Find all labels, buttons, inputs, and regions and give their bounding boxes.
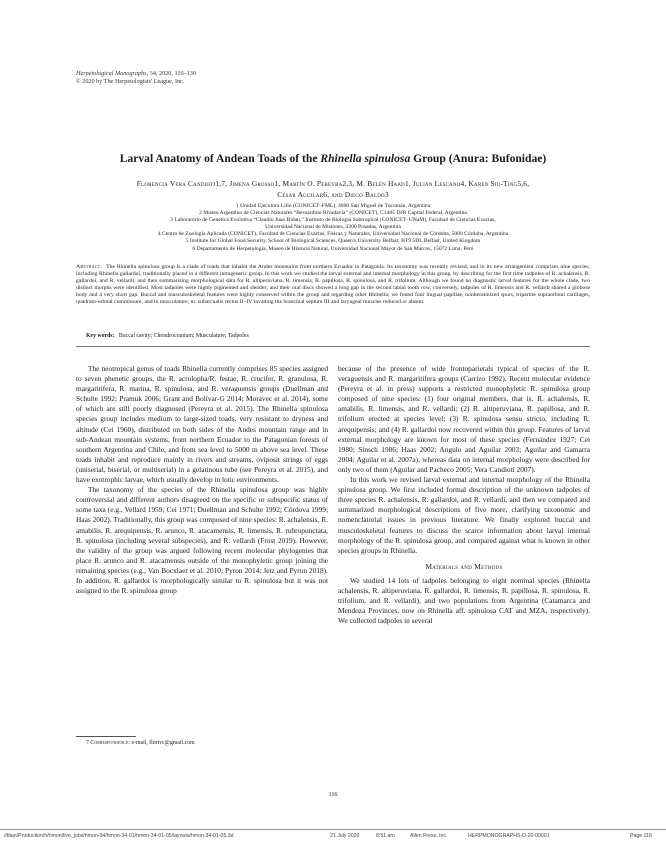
abstract bbox=[76, 264, 590, 306]
paragraph: The taxonomy of the species of the Rhinella spinulosa group was highly controversial and different authors disagreed on the specific or subspecific status of some taxa (e.g., Vellard 1959; Cei 1971; Duellman and Schulte 1992; Córdova 1999; Haas 2002). Traditionally, this group was composed of nine species: R. achalensis, R. amabilis, R. arequipensis, R. arunco, R. atacamensis, R. limensis, R. rubropunctata, R. spinulosa (including several subspecies), and R. vellardi (Frost 2019). However, the validity of the group was argued following recent molecular phylogenies that place R. arunco and R. atacamensis outside of the monophyletic group joining the remaining species (e.g., Van Bocxlaer et al. 2010; Pyron 2014; Jetz and Pyron 2018). In addition, R. gallardoi is morphologically similar to R. spinulosa but it was not assigned to the R. spinulosa group bbox=[76, 485, 328, 596]
author-line: César Aguilar6, and Diego Baldo3 bbox=[277, 190, 389, 199]
paragraph: because of the presence of wide frontoparietals typical of species of the R. veraguensis and R. margaritifera groups (Carrizo 1992). Recent molecular evidence (Pereyra et al. in press) supports a restricted monophyletic R. spinulosa group composed of nine species: (1) four original members, that is, R. achalensis, R. amabilis, R. limensis, and R. vellardi; (2) R. altiperuviana, R. papillosa, and R. trifolium erected at species level; (3) R. spinulosa sensu stricto, including R. arequipensis; and (4) R. gallardoi now recovered within this group. Features of larval external morphology are known for most of these species (Fernández 1927; Cei 1980; Sinsch 1986; Haas 2002; Angulo and Aguilar 2003; Aguilar and Gamarra 2004; Aguilar et al. 2007a), whereas data on internal morphology were described for only two of them (Aguilar and Pacheco 2005; Vera Candioti 2007). bbox=[338, 364, 590, 474]
paragraph: In this work we revised larval external and internal morphology of the Rhinella spinulosa group. We first included formal description of the unknown tadpoles of three species R. achalensis, R. gallardoi, and R. vellardi, and then we compared and summarized morphological descriptions of five more, clarifying taxonomic and nomenclatorial issues in previous literature. We finally explored buccal and musculoskeletal features to discuss the scarce information about larval internal morphology of the R. spinulosa group, and compared against what is known in other species groups in Rhinella. bbox=[338, 475, 590, 555]
keywords-label: Key words: bbox=[86, 333, 115, 339]
affiliation: 6 Departamento de Herpetología, Museo de Historia Natural, Universidad Nacional Mayor de San Marcos, 15072 Lima, Perú bbox=[192, 245, 474, 252]
keywords-text: Buccal cavity; Chondrocranium; Musculature; Tadpoles bbox=[118, 333, 249, 339]
footnote bbox=[86, 740, 195, 746]
footnote-divider bbox=[76, 736, 136, 737]
affiliation: 2 Museo Argentino de Ciencias Naturales “Bernardino Rivadavia” (CONICET), C1405 DJR Capital Federal, Argentina bbox=[199, 210, 467, 217]
page-number: 116 bbox=[328, 791, 338, 798]
production-date: 21 July 2020 bbox=[330, 833, 360, 839]
production-bar bbox=[0, 829, 666, 844]
journal-header bbox=[76, 70, 196, 86]
right-column bbox=[338, 364, 590, 626]
section-divider bbox=[76, 346, 590, 347]
journal-name: Herpetological Monographs bbox=[76, 70, 147, 77]
section-heading: Materials and Methods bbox=[425, 561, 503, 571]
production-page: Page 116 bbox=[630, 833, 652, 839]
affiliations bbox=[60, 203, 606, 253]
paragraph: The neotropical genus of toads Rhinella currently comprises 85 species assigned to seven phenetic groups, the R. acrolopha/R. festae, R. crucifer, R. granulosa, R. margaritifera, R. marina, R. spinulosa, and R. veraguensis groups (Duellman and Schulte 1992; Pramuk 2006; Grant and Bolívar-G 2014; Moravec et al. 2014), some of which are still poorly diagnosed (Pereyra et al. 2015). The Rhinella spinulosa species group includes medium to large-sized toads, very resistant to dryness and altitude (Cei 1960), distributed on both sides of the Andes mountain range and in sub-Andean mountain systems, from northern Ecuador to the Patagonian forests of southern Argentina and Chile, and from sea level to 5000 m above sea level. These toads inhabit and reproduce mainly in rivers and streams, oviposit strings of eggs (uniserial, biserial, or multiserial) in a gelatinous tube (see Pereyra et al. 2015), and have exotrophic larvae, which usually develop in lotic environments. bbox=[76, 364, 328, 485]
footnote-text: e-mail, florivc@gmail.com bbox=[130, 740, 195, 746]
production-publisher: Allen Press, Inc. bbox=[410, 833, 448, 839]
affiliation: 4 Centro de Zoología Aplicada (CONICET), Facultad de Ciencias Exactas, Físicas y Naturales, Universidad Nacional de Córdoba, 5000 Córdoba, Argentina bbox=[157, 231, 509, 238]
footnote-label: 7 Correspondence: bbox=[86, 740, 131, 746]
keywords bbox=[86, 333, 249, 339]
abstract-label: Abstract: bbox=[76, 264, 103, 270]
left-column bbox=[76, 364, 328, 596]
journal-copyright: © 2020 by The Herpetologists' League, Inc. bbox=[76, 78, 185, 85]
author-list bbox=[60, 178, 606, 200]
author-line: Florencia Vera Candioti1,7, Jimena Grosso1, Martín O. Pereyra2,3, M. Belén Haad1, Julián Lescano4, Karen Siu-Ting5,6, bbox=[136, 179, 530, 188]
article-title: Larval Anatomy of Andean Toads of the Rhinella spinulosa Group (Anura: Bufonidae) bbox=[119, 152, 547, 165]
affiliation: 1 Unidad Ejecutora Lillo (CONICET–FML), 4000 San Miguel de Tucumán, Argentina bbox=[235, 203, 431, 209]
affiliation: Universidad Nacional de Misiones, 3300 Posadas, Argentina bbox=[265, 224, 401, 231]
affiliation: 5 Institute for Global Food Security, School of Biological Sciences, Queen's University Belfast, BT9 5DL Belfast, United Kingdom bbox=[185, 238, 481, 245]
journal-volume: , 34, 2020, 116–130 bbox=[146, 70, 196, 77]
paragraph: We studied 14 lots of tadpoles belonging to eight nominal species (Rhinella achalensis, R. altiperuviana, R. gallardoi, R. limensis, R. papillosa, R. spinulosa, R. trifolium, and R. vellardi), and two populations from Argentina (Catamarca and Mendoza Provinces, now on Rhinella aff. spinulosa CAT and MZA, respectively). We collected tadpoles in several bbox=[338, 575, 590, 626]
affiliation: 3 Laboratorio de Genética Evolutiva “Claudio Juan Bidau,” Instituto de Biología Subtropical (CONICET–UNaM), Facultad de Ciencias Exactas, bbox=[170, 217, 496, 224]
production-time: 8:51 am bbox=[376, 833, 395, 839]
abstract-text: The Rhinella spinulosa group is a clade of toads that inhabit the Andes mountains from northern Ecuador to Patagonia. Its taxonomy was recently revised, and in its new arrangement comprises nine species, including Rhinella gallardoi, traditionally placed in a different intrageneric group. In this work we studied the larval external and internal morphology in this group, by describing for the first time tadpoles of R. achalensis, R. gallardoi, and R. vellardi, and then summarizing morphological data for R. altiperuviana, R. limensis, R. papillosa, R. spinulosa, and R. trifolium. Although we found no diagnostic larval features for the whole clade, two distinct morphs were identified. Most tadpoles were highly pigmented and slender; and their oral discs showed a long gap in the second labial tooth row; conversely, tadpoles of R. limensis and R. vellardi shared a globose body and a very short gap. Buccal and musculoskeletal features were highly conserved within the group and regarding other Rhinella; we found four lingual papillae, nonkeratinized spurs, tripartite supraorbital cartilages, quadrato-orbital commissure, and in musculature, m. subarcualis rectus II–IV invading the branchial septum III and laryngeal muscles reduced or absent. bbox=[76, 264, 590, 305]
production-manuscript: HERPMONOGRAPHS-D-20-00001 bbox=[468, 833, 550, 839]
production-path: //titan/Production/h/hmon/live_jobs/hmon-34/hmon-34-01/hmon-34-01-05/layouts/hmon-34-01-05.3d bbox=[4, 833, 234, 839]
